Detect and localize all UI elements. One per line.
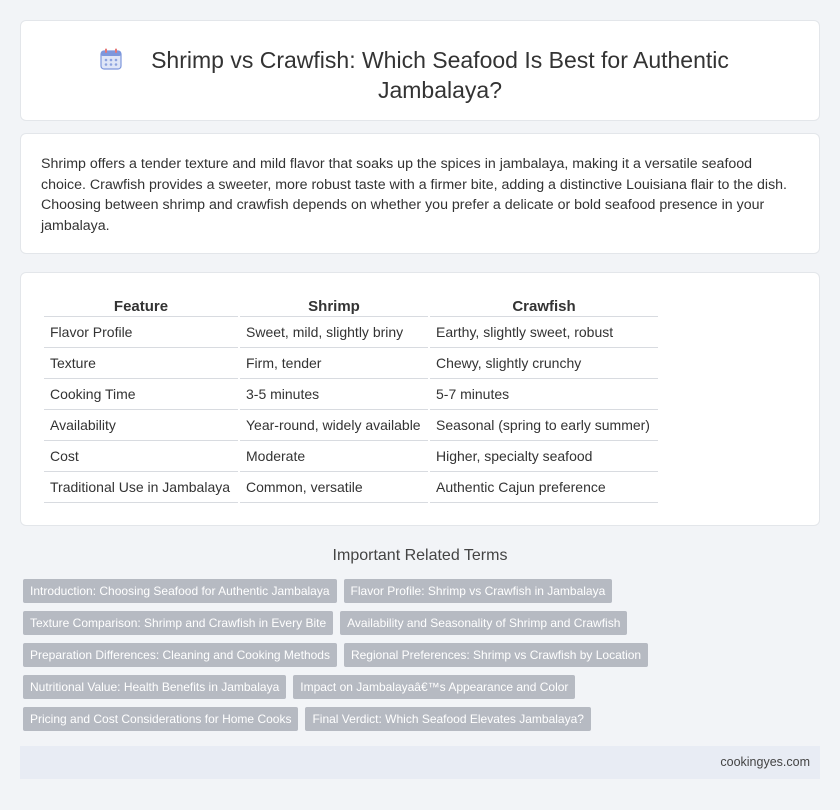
table-row	[44, 348, 658, 379]
table-cell: Authentic Cajun preference	[430, 472, 658, 503]
table-cell: Year-round, widely available	[240, 410, 428, 441]
related-term-link[interactable]: Final Verdict: Which Seafood Elevates Jambalaya?	[305, 707, 590, 731]
header-shrimp: Shrimp	[240, 297, 428, 317]
comparison-card	[20, 272, 820, 526]
related-term-link[interactable]: Regional Preferences: Shrimp vs Crawfish by Location	[344, 643, 648, 667]
table-cell: Earthy, slightly sweet, robust	[430, 317, 658, 348]
table-cell: Cooking Time	[44, 379, 238, 410]
related-term-link[interactable]: Availability and Seasonality of Shrimp and Crawfish	[340, 611, 627, 635]
table-row	[44, 472, 658, 503]
table-cell: Availability	[44, 410, 238, 441]
related-term-link[interactable]: Flavor Profile: Shrimp vs Crawfish in Jambalaya	[344, 579, 613, 603]
table-cell: Texture	[44, 348, 238, 379]
table-row	[44, 410, 658, 441]
table-cell: 5-7 minutes	[430, 379, 658, 410]
table-cell: Seasonal (spring to early summer)	[430, 410, 658, 441]
related-term-link[interactable]: Pricing and Cost Considerations for Home Cooks	[23, 707, 298, 731]
related-term-link[interactable]: Texture Comparison: Shrimp and Crawfish in Every Bite	[23, 611, 333, 635]
table-row	[44, 441, 658, 472]
related-term-link[interactable]: Nutritional Value: Health Benefits in Jambalaya	[23, 675, 286, 699]
footer-bar	[20, 746, 820, 779]
table-header-row	[44, 297, 658, 317]
table-cell: Firm, tender	[240, 348, 428, 379]
table-cell: Higher, specialty seafood	[430, 441, 658, 472]
comparison-table	[42, 297, 660, 503]
table-cell: 3-5 minutes	[240, 379, 428, 410]
table-cell: Chewy, slightly crunchy	[430, 348, 658, 379]
page-title: Shrimp vs Crawfish: Which Seafood Is Best for Authentic Jambalaya?	[151, 47, 729, 103]
table-cell: Sweet, mild, slightly briny	[240, 317, 428, 348]
header-feature: Feature	[44, 297, 238, 317]
related-term-link[interactable]: Introduction: Choosing Seafood for Authentic Jambalaya	[23, 579, 337, 603]
related-term-link[interactable]: Impact on Jambalayaâ€™s Appearance and Color	[293, 675, 575, 699]
intro-card	[20, 133, 820, 254]
table-row	[44, 317, 658, 348]
table-row	[44, 379, 658, 410]
table-cell: Moderate	[240, 441, 428, 472]
footer-site-link[interactable]: cookingyes.com	[720, 755, 810, 769]
title-card	[20, 20, 820, 121]
related-terms-list	[23, 579, 653, 739]
intro-paragraph: Shrimp offers a tender texture and mild flavor that soaks up the spices in jambalaya, making it a versatile seafood choice. Crawfish provides a sweeter, more robust taste with a firmer bite, adding a distinctive Louisiana flair to the dish. Choosing between shrimp and crawfish depends on whether you prefer a delicate or bold seafood presence in your jambalaya.	[41, 156, 787, 234]
table-cell: Cost	[44, 441, 238, 472]
related-term-link[interactable]: Preparation Differences: Cleaning and Cooking Methods	[23, 643, 337, 667]
header-crawfish: Crawfish	[430, 297, 658, 317]
table-cell: Common, versatile	[240, 472, 428, 503]
related-terms-heading: Important Related Terms	[332, 547, 508, 564]
table-cell: Traditional Use in Jambalaya	[44, 472, 238, 503]
table-cell: Flavor Profile	[44, 317, 238, 348]
